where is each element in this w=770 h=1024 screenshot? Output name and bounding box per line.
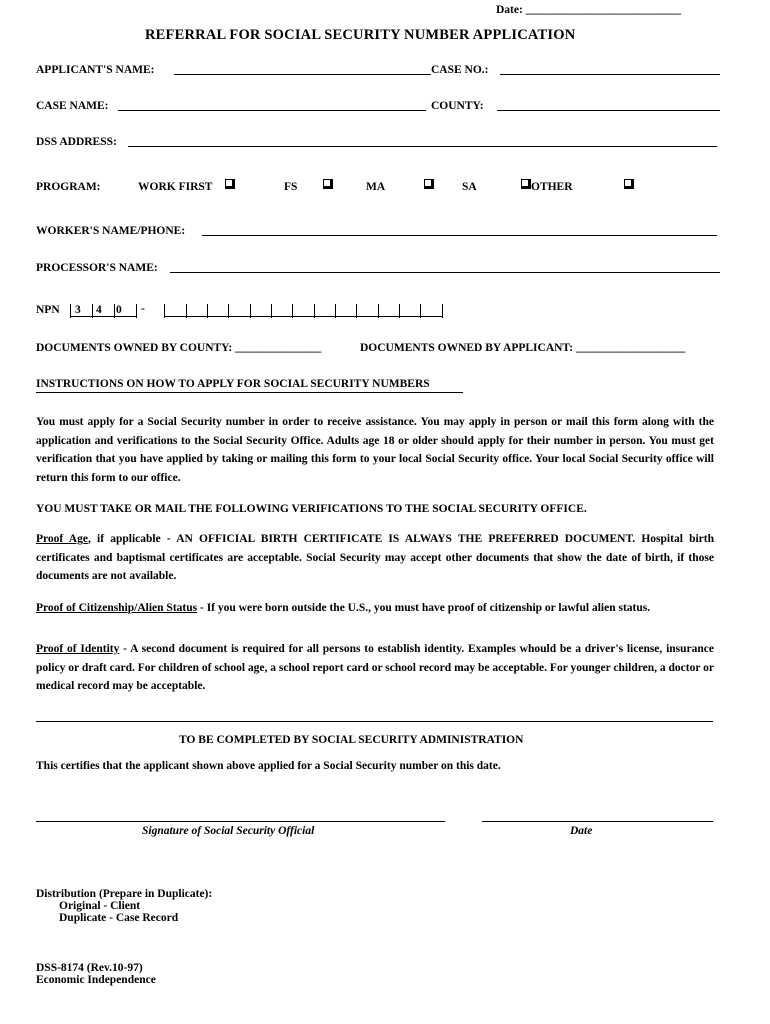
ssa-date-label: Date: [570, 825, 593, 837]
ssa-date-field[interactable]: [482, 821, 713, 822]
proof-age-paragraph: [36, 530, 714, 586]
proof-age-text: , if applicable - AN OFFICIAL BIRTH CERTIFICATE IS ALWAYS THE PREFERRED DOCUMENT. Hospital birth certificates and baptismal certificates are acceptable. Social Security may accept other documents that show the date of birth, if those documents are not available.: [36, 533, 714, 582]
instructions-paragraph: You must apply for a Social Security number in order to receive assistance. You may apply in person or mail this form along with the application and verifications to the Social Security Office. Adults age 18 or older should apply for their number in person. You must get verification that you have applied by taking or mailing this form to your local Social Security office. Your local Social Security office will return this form to our office.: [36, 416, 714, 484]
proof-citizenship-title: Proof of Citizenship/Alien Status: [36, 602, 198, 614]
county-field[interactable]: [497, 110, 720, 111]
distribution-label: Distribution (Prepare in Duplicate):: [36, 888, 213, 900]
program-ma-checkbox[interactable]: [424, 179, 434, 189]
ssa-signature-field[interactable]: [36, 821, 445, 822]
form-number: DSS-8174 (Rev.10-97): [36, 962, 143, 974]
county-label: COUNTY:: [431, 100, 484, 112]
dss-address-field[interactable]: [128, 146, 717, 147]
processor-name-label: PROCESSOR'S NAME:: [36, 262, 158, 274]
proof-citizenship-paragraph: [36, 599, 714, 618]
ssa-certification-text: This certifies that the applicant shown above applied for a Social Security number on this date.: [36, 760, 501, 772]
case-name-field[interactable]: [118, 110, 426, 111]
program-work-first-label: WORK FIRST: [138, 181, 213, 193]
npn-digit: 0: [116, 304, 122, 316]
proof-identity-paragraph: [36, 640, 714, 696]
program-other-label: OTHER: [531, 181, 573, 193]
proof-citizenship-text: - If you were born outside the U.S., you must have proof of citizenship or lawful alien status.: [197, 602, 651, 614]
case-name-label: CASE NAME:: [36, 100, 109, 112]
program-fs-label: FS: [284, 181, 298, 193]
verifications-heading: YOU MUST TAKE OR MAIL THE FOLLOWING VERIFICATIONS TO THE SOCIAL SECURITY OFFICE.: [36, 503, 587, 515]
ssa-section-heading: TO BE COMPLETED BY SOCIAL SECURITY ADMINISTRATION: [179, 734, 524, 746]
processor-name-field[interactable]: [170, 272, 720, 273]
case-no-field[interactable]: [500, 74, 720, 75]
instructions-heading: INSTRUCTIONS ON HOW TO APPLY FOR SOCIAL SECURITY NUMBERS: [36, 378, 430, 390]
documents-owned-by-county[interactable]: DOCUMENTS OWNED BY COUNTY: _______________: [36, 342, 322, 354]
npn-label: NPN: [36, 304, 60, 316]
form-title: REFERRAL FOR SOCIAL SECURITY NUMBER APPLICATION: [145, 27, 576, 43]
program-other-checkbox[interactable]: [624, 179, 634, 189]
date-field-header[interactable]: Date: ___________________________: [496, 4, 681, 16]
worker-name-phone-field[interactable]: [202, 235, 717, 236]
ssa-signature-label: Signature of Social Security Official: [142, 825, 315, 837]
program-fs-checkbox[interactable]: [323, 179, 333, 189]
program-ma-label: MA: [366, 181, 386, 193]
documents-owned-by-applicant[interactable]: DOCUMENTS OWNED BY APPLICANT: ___________________: [360, 342, 686, 354]
proof-identity-title: Proof of Identity: [36, 643, 120, 655]
program-sa-checkbox[interactable]: [521, 179, 531, 189]
npn-digit: 3: [75, 304, 81, 316]
section-divider: [36, 721, 713, 722]
distribution-duplicate: Duplicate - Case Record: [59, 912, 179, 924]
division-name: Economic Independence: [36, 974, 156, 986]
program-work-first-checkbox[interactable]: [225, 179, 235, 189]
instructions-heading-underline: [36, 392, 463, 393]
distribution-original: Original - Client: [59, 900, 141, 912]
proof-identity-text: - A second document is required for all persons to establish identity. Examples whould be a driver's license, insurance policy or draft card. For children of school age, a school report card or school record may be acceptable. For younger children, a doctor or medical record may be acceptable.: [36, 643, 714, 692]
case-no-label: CASE NO.:: [431, 64, 489, 76]
dss-address-label: DSS ADDRESS:: [36, 136, 117, 148]
proof-age-title: Proof Age: [36, 533, 88, 545]
applicant-name-label: APPLICANT'S NAME:: [36, 64, 155, 76]
program-sa-label: SA: [462, 181, 477, 193]
program-label: PROGRAM:: [36, 181, 101, 193]
npn-dash: -: [141, 303, 145, 315]
applicant-name-field[interactable]: [174, 74, 431, 75]
worker-name-phone-label: WORKER'S NAME/PHONE:: [36, 225, 186, 237]
npn-digit: 4: [96, 304, 102, 316]
